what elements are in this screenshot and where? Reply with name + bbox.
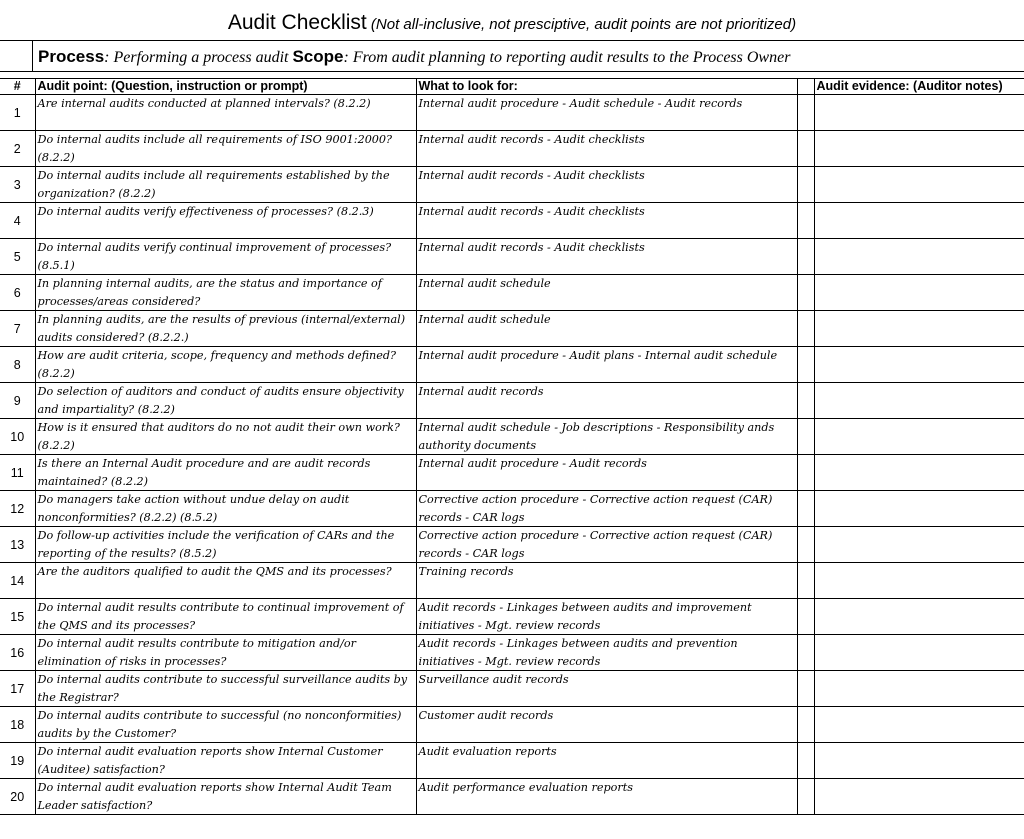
what-to-look-for-cell: Internal audit records - Audit checklists (416, 239, 797, 275)
row-gap (797, 383, 814, 419)
table-row (0, 707, 1024, 743)
row-gap (797, 563, 814, 599)
what-to-look-for-cell: Internal audit procedure - Audit records (416, 455, 797, 491)
row-gap (797, 203, 814, 239)
table-row (0, 527, 1024, 563)
row-gap (797, 671, 814, 707)
row-number: 17 (0, 671, 35, 707)
audit-point-cell: Do internal audits include all requirements established by the organization? (8.2.2) (35, 167, 416, 203)
table-row (0, 239, 1024, 275)
column-header-number: # (0, 79, 35, 95)
what-to-look-for-cell: Audit records - Linkages between audits and improvement initiatives - Mgt. review records (416, 599, 797, 635)
row-number: 12 (0, 491, 35, 527)
title-subtitle: (Not all-inclusive, not presciptive, audit points are not prioritized) (366, 16, 797, 33)
table-row (0, 419, 1024, 455)
what-to-look-for-cell: Internal audit records - Audit checklists (416, 131, 797, 167)
audit-point-cell: Do selection of auditors and conduct of audits ensure objectivity and impartiality? (8.2.2) (35, 383, 416, 419)
table-header-row (0, 79, 1024, 95)
what-to-look-for-cell: Internal audit records (416, 383, 797, 419)
row-number: 15 (0, 599, 35, 635)
row-number: 13 (0, 527, 35, 563)
audit-evidence-cell[interactable] (814, 707, 1024, 743)
what-to-look-for-cell: Audit records - Linkages between audits and prevention initiatives - Mgt. review records (416, 635, 797, 671)
table-row (0, 599, 1024, 635)
audit-evidence-cell[interactable] (814, 563, 1024, 599)
row-gap (797, 707, 814, 743)
table-row (0, 743, 1024, 779)
row-gap (797, 275, 814, 311)
row-number: 20 (0, 779, 35, 815)
row-number: 11 (0, 455, 35, 491)
row-number: 19 (0, 743, 35, 779)
what-to-look-for-cell: Surveillance audit records (416, 671, 797, 707)
what-to-look-for-cell: Customer audit records (416, 707, 797, 743)
row-number: 18 (0, 707, 35, 743)
audit-evidence-cell[interactable] (814, 383, 1024, 419)
audit-point-cell: Do internal audit evaluation reports show Internal Customer (Auditee) satisfaction? (35, 743, 416, 779)
what-to-look-for-cell: Training records (416, 563, 797, 599)
row-gap (797, 167, 814, 203)
audit-evidence-cell[interactable] (814, 311, 1024, 347)
audit-point-cell: Do managers take action without undue delay on audit nonconformities? (8.2.2) (8.5.2) (35, 491, 416, 527)
row-gap (797, 131, 814, 167)
audit-evidence-cell[interactable] (814, 491, 1024, 527)
column-header-audit-evidence: Audit evidence: (Auditor notes) (814, 79, 1024, 95)
row-number: 8 (0, 347, 35, 383)
row-number: 16 (0, 635, 35, 671)
row-number: 6 (0, 275, 35, 311)
row-gap (797, 491, 814, 527)
audit-point-cell: Is there an Internal Audit procedure and are audit records maintained? (8.2.2) (35, 455, 416, 491)
column-header-what-to-look-for: What to look for: (416, 79, 797, 95)
row-gap (797, 455, 814, 491)
table-row (0, 203, 1024, 239)
row-gap (797, 635, 814, 671)
row-number: 10 (0, 419, 35, 455)
audit-point-cell: Do internal audit results contribute to continual improvement of the QMS and its processes? (35, 599, 416, 635)
table-row (0, 383, 1024, 419)
row-gap (797, 599, 814, 635)
what-to-look-for-cell: Audit evaluation reports (416, 743, 797, 779)
audit-point-cell: Do internal audit results contribute to mitigation and/or elimination of risks in processes? (35, 635, 416, 671)
row-gap (797, 419, 814, 455)
row-number: 9 (0, 383, 35, 419)
table-row (0, 491, 1024, 527)
what-to-look-for-cell: Internal audit procedure - Audit schedule - Audit records (416, 95, 797, 131)
row-gap (797, 311, 814, 347)
row-number: 2 (0, 131, 35, 167)
audit-point-cell: Do internal audits contribute to successful (no nonconformities) audits by the Customer? (35, 707, 416, 743)
audit-point-cell: Do internal audits verify effectiveness of processes? (8.2.3) (35, 203, 416, 239)
what-to-look-for-cell: Audit performance evaluation reports (416, 779, 797, 815)
column-gap (797, 79, 814, 95)
what-to-look-for-cell: Internal audit schedule - Job descriptions - Responsibility ands authority documents (416, 419, 797, 455)
audit-evidence-cell[interactable] (814, 671, 1024, 707)
what-to-look-for-cell: Internal audit records - Audit checklists (416, 167, 797, 203)
audit-evidence-cell[interactable] (814, 599, 1024, 635)
row-number: 4 (0, 203, 35, 239)
audit-point-cell: How is it ensured that auditors do no not audit their own work? (8.2.2) (35, 419, 416, 455)
scope-value: : From audit planning to reporting audit results to the Process Owner (343, 49, 791, 66)
scope-label: Scope (292, 47, 344, 66)
process-scope-row (0, 40, 1024, 72)
audit-evidence-cell[interactable] (814, 239, 1024, 275)
column-header-audit-point: Audit point: (Question, instruction or prompt) (35, 79, 416, 95)
what-to-look-for-cell: Internal audit schedule (416, 311, 797, 347)
title-main: Audit Checklist (227, 11, 367, 34)
audit-point-cell: How are audit criteria, scope, frequency and methods defined? (8.2.2) (35, 347, 416, 383)
row-gap (797, 347, 814, 383)
audit-evidence-cell[interactable] (814, 455, 1024, 491)
audit-point-cell: Do internal audits include all requirements of ISO 9001:2000? (8.2.2) (35, 131, 416, 167)
table-row (0, 455, 1024, 491)
row-gap (797, 239, 814, 275)
audit-evidence-cell[interactable] (814, 131, 1024, 167)
audit-evidence-cell[interactable] (814, 635, 1024, 671)
audit-evidence-cell[interactable] (814, 779, 1024, 815)
audit-evidence-cell[interactable] (814, 167, 1024, 203)
audit-point-cell: Are the auditors qualified to audit the QMS and its processes? (35, 563, 416, 599)
audit-point-cell: Do internal audit evaluation reports show Internal Audit Team Leader satisfaction? (35, 779, 416, 815)
process-scope-cell (32, 41, 1024, 71)
audit-evidence-cell[interactable] (814, 419, 1024, 455)
audit-point-cell: Are internal audits conducted at planned intervals? (8.2.2) (35, 95, 416, 131)
process-value: : Performing a process audit (104, 49, 293, 66)
audit-evidence-cell[interactable] (814, 95, 1024, 131)
table-row (0, 311, 1024, 347)
what-to-look-for-cell: Internal audit schedule (416, 275, 797, 311)
what-to-look-for-cell: Corrective action procedure - Corrective action request (CAR) records - CAR logs (416, 527, 797, 563)
audit-evidence-cell[interactable] (814, 203, 1024, 239)
table-row (0, 347, 1024, 383)
process-label: Process (38, 47, 105, 66)
audit-point-cell: Do internal audits verify continual improvement of processes? (8.5.1) (35, 239, 416, 275)
audit-point-cell: In planning audits, are the results of previous (internal/external) audits considered? (8.2.2.) (35, 311, 416, 347)
row-number: 14 (0, 563, 35, 599)
document-title (0, 0, 1024, 40)
audit-point-cell: In planning internal audits, are the status and importance of processes/areas considered? (35, 275, 416, 311)
audit-evidence-cell[interactable] (814, 527, 1024, 563)
table-row (0, 635, 1024, 671)
table-row (0, 131, 1024, 167)
table-row (0, 779, 1024, 815)
row-number: 3 (0, 167, 35, 203)
row-number: 7 (0, 311, 35, 347)
row-gap (797, 527, 814, 563)
what-to-look-for-cell: Internal audit procedure - Audit plans - Internal audit schedule (416, 347, 797, 383)
what-to-look-for-cell: Corrective action procedure - Corrective action request (CAR) records - CAR logs (416, 491, 797, 527)
what-to-look-for-cell: Internal audit records - Audit checklists (416, 203, 797, 239)
audit-evidence-cell[interactable] (814, 347, 1024, 383)
audit-point-cell: Do internal audits contribute to successful surveillance audits by the Registrar? (35, 671, 416, 707)
checklist-table (0, 78, 1024, 815)
table-row (0, 95, 1024, 131)
table-row (0, 275, 1024, 311)
audit-evidence-cell[interactable] (814, 275, 1024, 311)
table-row (0, 167, 1024, 203)
row-gap (797, 95, 814, 131)
table-row (0, 671, 1024, 707)
table-row (0, 563, 1024, 599)
audit-point-cell: Do follow-up activities include the verification of CARs and the reporting of the results? (8.5.2) (35, 527, 416, 563)
row-gap (797, 779, 814, 815)
row-gap (797, 743, 814, 779)
row-number: 1 (0, 95, 35, 131)
row-number: 5 (0, 239, 35, 275)
audit-evidence-cell[interactable] (814, 743, 1024, 779)
